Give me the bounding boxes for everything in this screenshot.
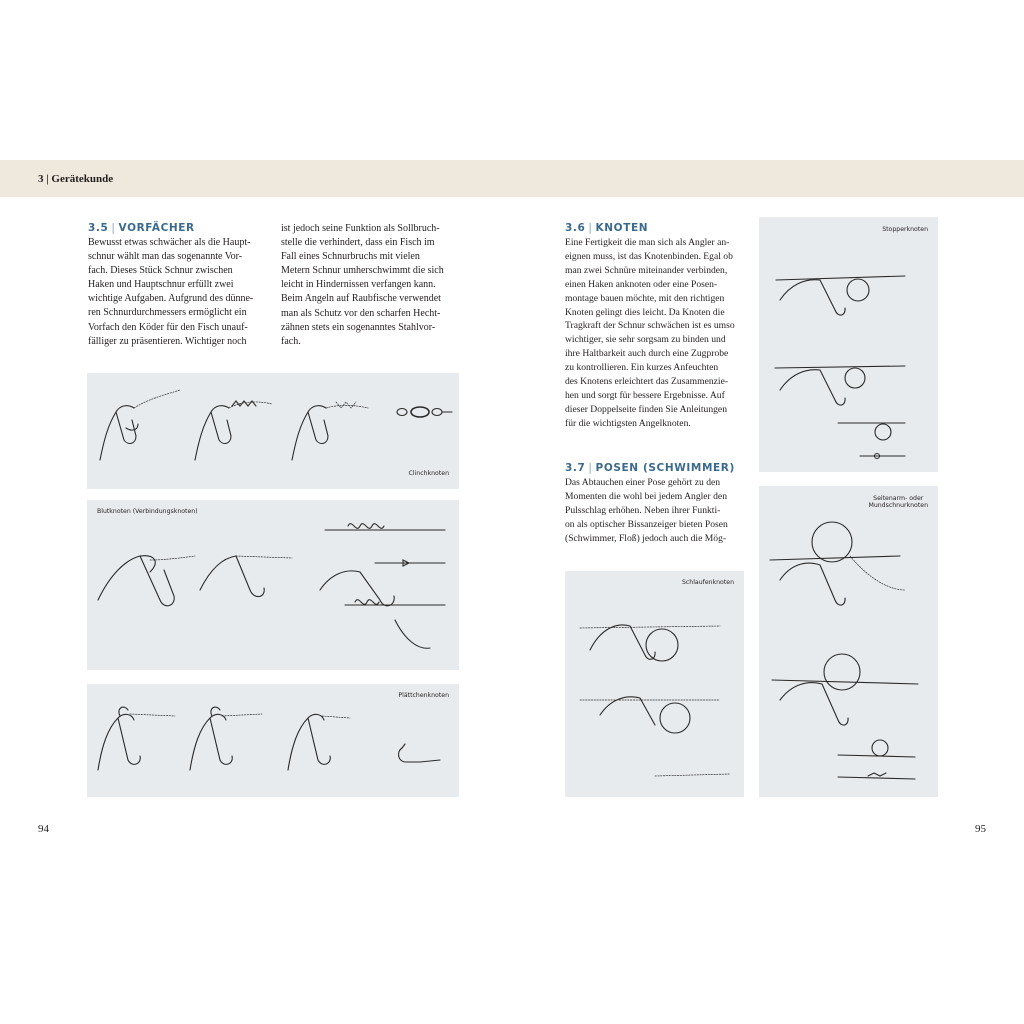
text-line: fälliger zu präsentieren. Wichtiger noch: [88, 335, 247, 347]
clinch-step-3-drawing: [292, 402, 368, 460]
text-line: Das Abtauchen einer Pose gehört zu den: [565, 477, 721, 488]
text-line: wichtige Aufgaben. Aufgrund des dünne-: [88, 293, 254, 305]
text-line: für die wichtigsten Angelknoten.: [565, 417, 691, 429]
text-line: Beim Angeln auf Raubfische verwendet: [281, 293, 441, 305]
seitenarm-knot-drawings: [770, 522, 918, 779]
text-line: eignen muss, ist das Knotenbinden. Egal ob: [565, 250, 733, 262]
page-number-left: 94: [38, 823, 49, 835]
text-line: Fall eines Schnurbruchs mit vielen: [281, 251, 420, 263]
figure-caption: Plättchenknoten: [398, 692, 449, 699]
section-title: KNOTEN: [595, 222, 649, 234]
text-line: (Schwimmer, Floß) jedoch auch die Mög-: [565, 532, 727, 544]
heading-divider: |: [588, 462, 593, 474]
text-line: einen Haken anknoten oder eine Posen-: [565, 278, 718, 290]
text-line: Tragkraft der Schnur schwächen ist es umso: [565, 320, 735, 332]
section-number: 3.6: [565, 222, 586, 234]
text-line: Metern Schnur umherschwimmt die sich: [281, 265, 444, 277]
text-line: leicht in Hindernissen verfangen kann.: [281, 279, 436, 291]
figure-caption: Stopperknoten: [882, 226, 928, 233]
text-line: zu kontrollieren. Ein kurzes Anfeuchten: [565, 362, 719, 374]
text-line: Momenten die wohl bei jedem Angler den: [565, 490, 727, 502]
text-line: Bewusst etwas schwächer als die Haupt-: [88, 237, 251, 248]
caption-line: Mundschnurknoten: [868, 502, 928, 509]
section-title: VORFÄCHER: [118, 222, 195, 234]
heading-divider: |: [111, 222, 116, 234]
clinch-step-2-drawing: [195, 401, 272, 460]
text-line: stelle die verhindert, dass ein Fisch im: [281, 237, 435, 249]
text-line: montage bauen möchte, mit den richtigen: [565, 292, 725, 304]
caption-line: Seitenarm- oder: [873, 495, 924, 502]
figure-caption: Clinchknoten: [408, 470, 449, 477]
stopper-knot-drawings: [775, 276, 905, 459]
text-line: on als optischer Bissanzeiger bieten Posen: [565, 518, 728, 530]
figure-caption: Schlaufenknoten: [681, 579, 734, 586]
page-number-right: 95: [975, 823, 986, 835]
blood-knot-drawings: [98, 524, 445, 649]
text-line: ist jedoch seine Funktion als Sollbruch-: [281, 223, 440, 234]
text-line: wichtiger, sie sehr sorgsam zu binden und: [565, 334, 726, 346]
plaettchen-knot-drawings: [98, 707, 440, 770]
section-number: 3.7: [565, 462, 586, 474]
text-line: Vorfach den Köder für den Fisch unauf-: [88, 321, 248, 333]
text-line: hen und sorgt für bessere Ergebnisse. Auf: [565, 389, 725, 401]
text-line: ren Schnurdurchmessers ermöglicht ein: [88, 307, 247, 319]
text-line: schnur wählt man das sogenannte Vor-: [88, 251, 243, 263]
text-line: ihre Haltbarkeit auch durch eine Zugprobe: [565, 348, 729, 360]
text-line: Knoten gelingt dies leicht. Da Knoten die: [565, 306, 725, 318]
section-number: 3.5: [88, 222, 109, 234]
text-line: Eine Fertigkeit die man sich als Angler an-: [565, 237, 730, 248]
text-line: dieser Doppelseite finden Sie Anleitungen: [565, 403, 727, 415]
text-line: zähnen stets ein sogenanntes Stahlvor-: [281, 321, 436, 333]
figure-caption: Blutknoten (Verbindungsknoten): [97, 508, 198, 515]
text-line: man zwei Schnüre miteinander verbinden,: [565, 264, 728, 276]
running-head: 3 | Gerätekunde: [38, 173, 114, 185]
swivel-icon: [397, 407, 452, 417]
text-line: Haken und Hauptschnur erfüllt zwei: [88, 279, 234, 291]
text-line: Pulsschlag erhöhen. Neben ihrer Funkti-: [565, 504, 721, 516]
text-line: man als Schutz vor den scharfen Hecht-: [281, 307, 441, 319]
text-line: fach. Dieses Stück Schnur zwischen: [88, 265, 233, 277]
schlaufen-knot-drawings: [580, 625, 730, 776]
section-title: POSEN (SCHWIMMER): [595, 462, 735, 474]
heading-divider: |: [588, 222, 593, 234]
text-line: fach.: [281, 335, 301, 347]
clinch-step-1-drawing: [100, 390, 180, 460]
text-line: des Knotens erleichtert das Zusammenzie-: [565, 376, 729, 388]
